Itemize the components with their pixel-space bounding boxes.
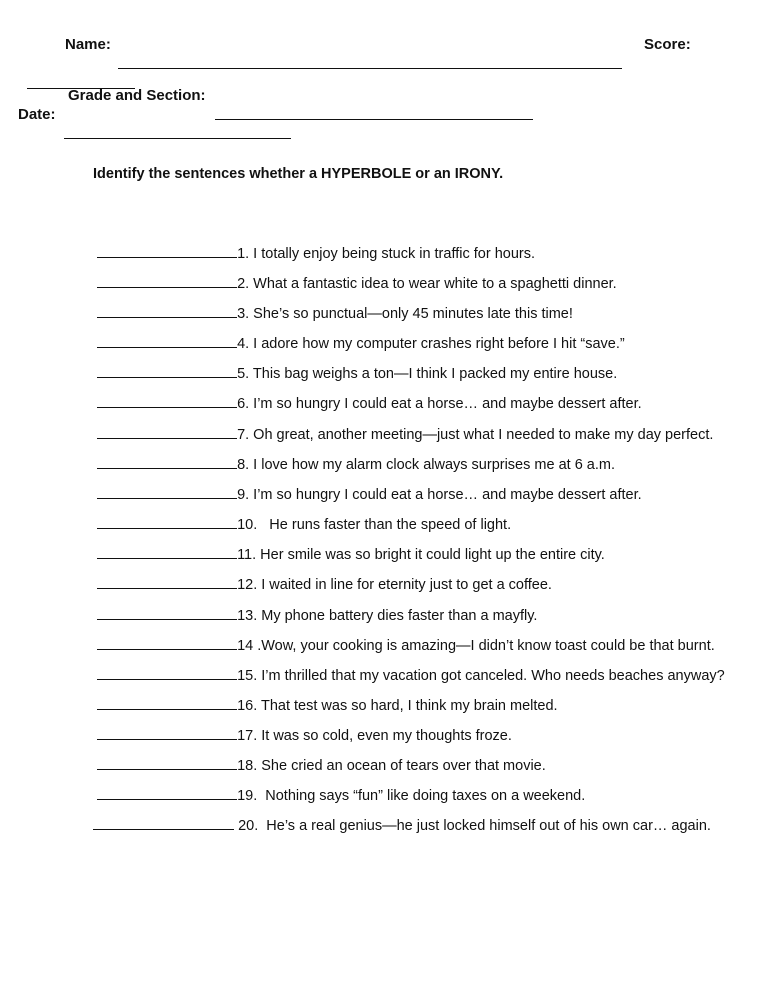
question-item xyxy=(89,467,642,503)
question-text: 7. Oh great, another meeting—just what I needed to make my day perfect. xyxy=(237,427,714,443)
question-text: 17. It was so cold, even my thoughts froze. xyxy=(237,728,512,744)
question-item xyxy=(89,497,512,533)
question-item xyxy=(89,286,573,322)
question-item xyxy=(89,407,714,443)
question-text: 18. She cried an ocean of tears over that movie. xyxy=(237,758,546,774)
question-text: 3. She’s so punctual—only 45 minutes late this time! xyxy=(237,306,573,322)
name-field[interactable] xyxy=(109,36,622,74)
question-item xyxy=(89,437,615,473)
question-item xyxy=(89,376,642,412)
question-text: 15. I’m thrilled that my vacation got canceled. Who needs beaches anyway? xyxy=(237,668,725,684)
question-text: 9. I’m so hungry I could eat a horse… and maybe dessert after. xyxy=(237,487,642,503)
score-label: Score: xyxy=(644,36,691,53)
question-item xyxy=(89,316,625,352)
question-text: 4. I adore how my computer crashes right before I hit “save.” xyxy=(237,336,625,352)
question-text: 6. I’m so hungry I could eat a horse… and maybe dessert after. xyxy=(237,396,642,412)
question-text: 12. I waited in line for eternity just to get a coffee. xyxy=(237,577,552,593)
question-text: 16. That test was so hard, I think my brain melted. xyxy=(237,698,558,714)
question-text: 2. What a fantastic idea to wear white to a spaghetti dinner. xyxy=(237,276,617,292)
question-text: 1. I totally enjoy being stuck in traffic for hours. xyxy=(237,246,535,262)
question-item xyxy=(89,557,552,593)
question-item xyxy=(89,648,725,684)
question-item xyxy=(89,618,715,654)
answer-blank[interactable] xyxy=(97,575,237,589)
instruction-text: Identify the sentences whether a HYPERBOLE or an IRONY. xyxy=(93,166,504,182)
question-item xyxy=(89,678,558,714)
date-label: Date: xyxy=(18,106,56,123)
question-item xyxy=(85,798,711,834)
date-field[interactable] xyxy=(55,106,291,144)
answer-blank[interactable] xyxy=(93,816,234,830)
question-item xyxy=(89,708,512,744)
question-item xyxy=(89,256,617,292)
grade-section-label: Grade and Section: xyxy=(68,87,206,104)
question-text: 14 .Wow, your cooking is amazing—I didn’t know toast could be that burnt. xyxy=(237,638,715,654)
question-text: 8. I love how my alarm clock always surprises me at 6 a.m. xyxy=(237,457,615,473)
question-item xyxy=(89,226,535,262)
question-text: 20. He’s a real genius—he just locked himself out of his own car… again. xyxy=(234,818,711,834)
question-item xyxy=(89,588,538,624)
question-item xyxy=(89,768,586,804)
answer-blank[interactable] xyxy=(97,394,237,408)
question-item xyxy=(89,527,605,563)
question-text: 13. My phone battery dies faster than a mayfly. xyxy=(237,608,538,624)
name-label: Name: xyxy=(65,36,111,53)
question-item xyxy=(89,738,546,774)
question-item xyxy=(89,346,618,382)
question-text: 5. This bag weighs a ton—I think I packed my entire house. xyxy=(237,366,618,382)
question-text: 11. Her smile was so bright it could light up the entire city. xyxy=(237,547,605,563)
question-text: 10. He runs faster than the speed of light. xyxy=(237,517,512,533)
question-text: 19. Nothing says “fun” like doing taxes on a weekend. xyxy=(237,788,586,804)
